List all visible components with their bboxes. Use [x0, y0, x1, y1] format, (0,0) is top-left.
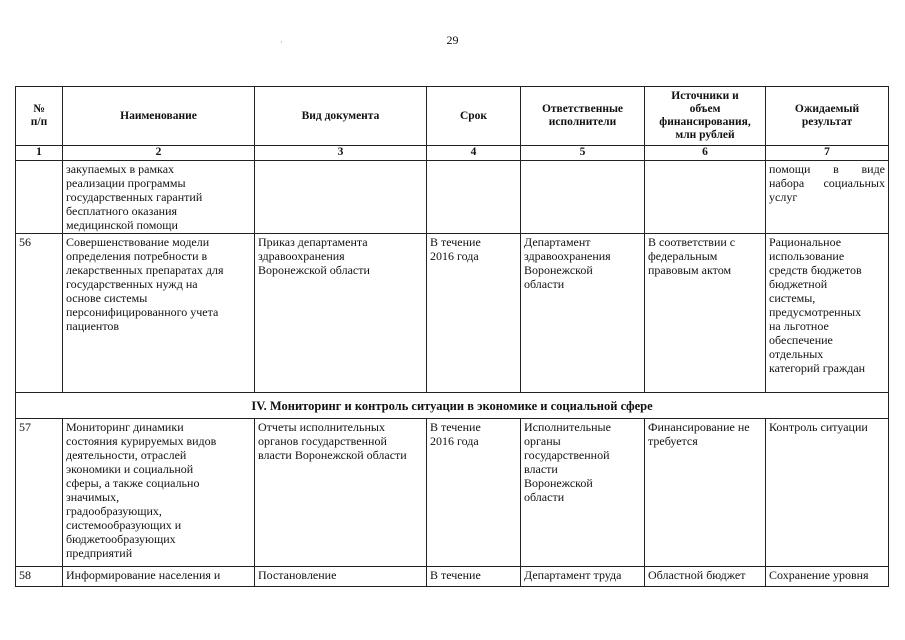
header-name	[63, 87, 255, 146]
column-number: 1	[16, 146, 63, 161]
cell-number: 58	[16, 567, 63, 587]
section-title: IV. Мониторинг и контроль ситуации в экономике и социальной сфере	[16, 393, 889, 419]
text-line: системы,	[769, 291, 816, 305]
text-line: власти Воронежской области	[258, 448, 407, 462]
text-line: 2016 года	[430, 249, 479, 263]
table-row-57	[16, 419, 889, 567]
table-row-58	[16, 567, 889, 587]
text-line: персонифицированного учета	[66, 305, 219, 319]
text-line: В соответствии с	[648, 235, 736, 249]
column-number: 5	[521, 146, 645, 161]
cell-financing: Областной бюджет	[645, 567, 766, 587]
text-line: деятельности, отраслей	[66, 448, 187, 462]
text-line: здравоохранения	[258, 249, 345, 263]
text-line: значимых,	[66, 490, 120, 504]
text-line: Контроль ситуации	[769, 420, 868, 434]
text-line: определения потребности в	[66, 249, 208, 263]
cell-result: Сохранение уровня	[766, 567, 889, 587]
text-line: бесплатного оказания	[66, 204, 178, 218]
column-number: 2	[63, 146, 255, 161]
header-result	[766, 87, 889, 146]
text-line: Вид документа	[301, 109, 380, 122]
table-header-row	[16, 87, 889, 146]
cell-term: В течение	[427, 567, 521, 587]
text-line: Воронежской	[524, 263, 593, 277]
text-line: отдельных	[769, 347, 824, 361]
cell-document-type	[255, 419, 427, 567]
cell-executors	[521, 161, 645, 234]
text-line: состояния курируемых видов	[66, 434, 217, 448]
text-line: №	[33, 103, 45, 115]
text-line: обеспечение	[769, 333, 833, 347]
text-line: В течение	[430, 420, 481, 434]
cell-term	[427, 234, 521, 393]
text-line: п/п	[30, 116, 48, 128]
text-line: лекарственных препаратах для	[66, 263, 224, 277]
column-number: 7	[766, 146, 889, 161]
text-line: В течение	[430, 235, 481, 249]
text-line: набора социальных	[769, 176, 885, 190]
cell-number: 57	[16, 419, 63, 567]
text-line: помощи в виде	[769, 162, 885, 176]
header-document-type	[255, 87, 427, 146]
cell-document-type	[255, 161, 427, 234]
cell-financing	[645, 234, 766, 393]
text-line: Отчеты исполнительных	[258, 420, 385, 434]
text-line: исполнители	[548, 116, 617, 128]
cell-financing	[645, 161, 766, 234]
cell-name: Информирование населения и	[63, 567, 255, 587]
cell-document-type	[255, 234, 427, 393]
cell-executors	[521, 419, 645, 567]
header-financing	[645, 87, 766, 146]
text-line: Ответственные	[541, 103, 624, 115]
cell-name	[63, 419, 255, 567]
column-number-row	[16, 146, 889, 161]
cell-number: 56	[16, 234, 63, 393]
text-line: здравоохранения	[524, 249, 611, 263]
text-line: Совершенствование модели	[66, 235, 210, 249]
text-line: на льготное	[769, 319, 829, 333]
text-line: результат	[801, 116, 853, 128]
text-line: федеральным	[648, 249, 718, 263]
header-executors	[521, 87, 645, 146]
text-line: 2016 года	[430, 434, 479, 448]
text-line: Исполнительные	[524, 420, 611, 434]
text-line: области	[524, 277, 565, 291]
text-line: бюджетообразующих	[66, 532, 176, 546]
text-line: финансирования,	[659, 116, 751, 128]
cell-term	[427, 161, 521, 234]
text-line: Воронежской области	[258, 263, 370, 277]
text-line: области	[524, 490, 565, 504]
text-line: Наименование	[120, 109, 197, 122]
text-line: правовым актом	[648, 263, 732, 277]
cell-financing	[645, 419, 766, 567]
text-line: млн рублей	[675, 129, 735, 141]
text-line: основе системы	[66, 291, 148, 305]
text-line: предусмотренных	[769, 305, 862, 319]
text-line: объем	[689, 103, 721, 115]
cell-executors: Департамент труда	[521, 567, 645, 587]
text-line: органов государственной	[258, 434, 387, 448]
text-line: требуется	[648, 434, 698, 448]
text-line: пациентов	[66, 319, 120, 333]
column-number: 6	[645, 146, 766, 161]
text-line: предприятий	[66, 546, 133, 560]
scan-mark: ·	[280, 38, 283, 47]
header-term	[427, 87, 521, 146]
cell-name	[63, 161, 255, 234]
cell-number	[16, 161, 63, 234]
text-line: Рациональное	[769, 235, 842, 249]
text-line: закупаемых в рамках	[66, 162, 175, 176]
text-line: услуг	[769, 190, 798, 204]
text-line: государственной	[524, 448, 610, 462]
text-line: Воронежской	[524, 476, 593, 490]
plan-table	[15, 86, 889, 587]
text-line: Финансирование не	[648, 420, 750, 434]
text-line: Источники и	[671, 90, 739, 102]
text-line: бюджетной	[769, 277, 828, 291]
text-line: Ожидаемый	[794, 103, 860, 115]
cell-document-type: Постановление	[255, 567, 427, 587]
text-line: градообразующих,	[66, 504, 162, 518]
cell-name	[63, 234, 255, 393]
text-line: категорий граждан	[769, 361, 866, 375]
text-line: Срок	[459, 109, 488, 122]
text-line: государственных гарантий	[66, 190, 203, 204]
text-line: государственных нужд на	[66, 277, 198, 291]
cell-result	[766, 161, 889, 234]
text-line: реализации программы	[66, 176, 186, 190]
column-number: 4	[427, 146, 521, 161]
column-number: 3	[255, 146, 427, 161]
cell-term	[427, 419, 521, 567]
text-line: сферы, а также социально	[66, 476, 200, 490]
text-line: использование	[769, 249, 845, 263]
text-line: экономики и социальной	[66, 462, 194, 476]
page-number: 29	[446, 33, 459, 47]
cell-executors	[521, 234, 645, 393]
text-line: Департамент	[524, 235, 591, 249]
text-line: Мониторинг динамики	[66, 420, 184, 434]
section-row	[16, 393, 889, 419]
cell-result	[766, 234, 889, 393]
header-number	[16, 87, 63, 146]
text-line: Приказ департамента	[258, 235, 368, 249]
text-line: власти	[524, 462, 558, 476]
text-line: органы	[524, 434, 561, 448]
table-row-56	[16, 234, 889, 393]
text-line: средств бюджетов	[769, 263, 862, 277]
text-line: медицинской помощи	[66, 218, 178, 232]
table-row-continued	[16, 161, 889, 234]
text-line: системообразующих и	[66, 518, 182, 532]
cell-result	[766, 419, 889, 567]
